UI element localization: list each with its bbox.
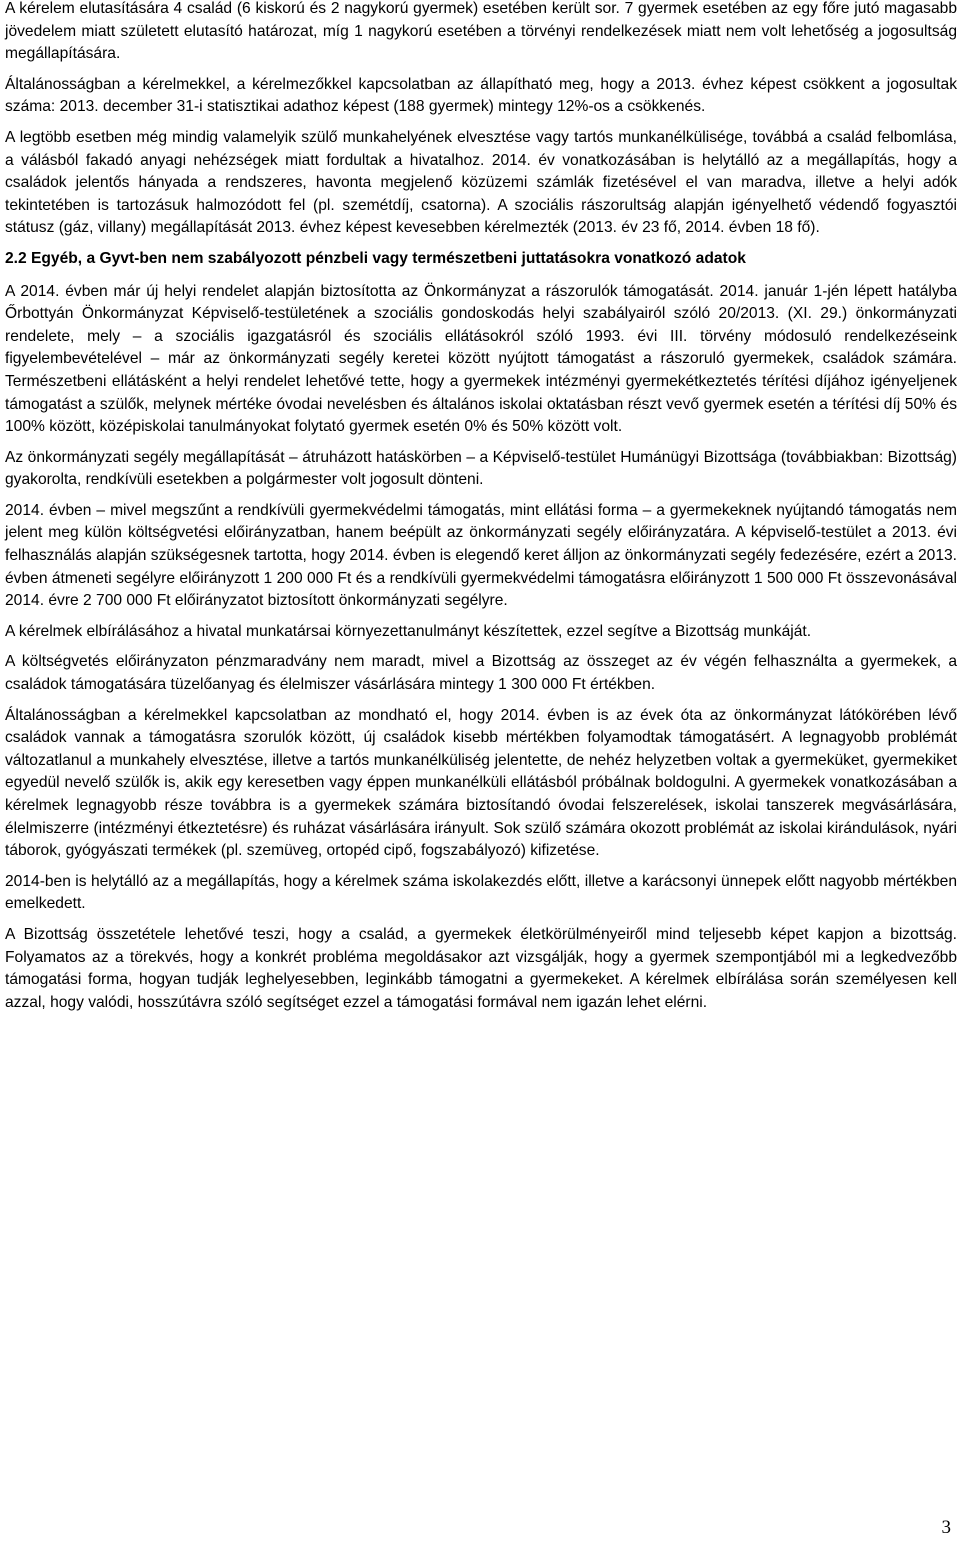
paragraph-rejections: A kérelem elutasítására 4 család (6 kiskorú és 2 nagykorú gyermek) esetében került sor. 7 gyermek esetében az egy főre jutó magasabb jövedelem miatt született elutasító határozat, míg 1 nagykorú esetében a törvényi rendelkezések miatt nem volt lehetőség a jogosultság megállapítására. bbox=[5, 0, 957, 63]
section-heading: 2.2 Egyéb, a Gyvt-ben nem szabályozott pénzbeli vagy természetbeni juttatásokra vonatkozó adatok bbox=[5, 249, 746, 267]
paragraph-budget: 2014. évben – mivel megszűnt a rendkívüli gyermekvédelmi támogatás, mint ellátási forma – a gyermekeknek nyújtandó támogatás nem jelent meg külön költségvetési előirányzatban, hanem beépült az önkormányzati segély előirányzatára. A képviselő-testület a 2013. évi felhasználás alapján szükségesnek tartotta, hogy 2014. évben is elegendő keret álljon az önkormányzati segély fedezésére, ezért a 2013. évben átmeneti segélyre előirányzott 1 200 000 Ft és a rendkívüli gyermekvédelmi támogatásra előirányzott 1 500 000 Ft összevonásával 2014. évre 2 700 000 Ft előirányzatot biztosított önkormányzati segélyre. bbox=[5, 501, 957, 610]
paragraph-remaining-funds: A költségvetés előirányzaton pénzmaradvány nem maradt, mivel a Bizottság az összeget az év végén felhasználta a gyermekek, a családok támogatására tüzelőanyag és élelmiszer vásárlására mintegy 1 300 000 Ft értékben. bbox=[5, 653, 957, 694]
paragraph-general-trend: Általánosságban a kérelmekkel, a kérelmezőkkel kapcsolatban az állapítható meg, hogy a 2013. évhez képest csökkent a jogosultak száma: 2013. december 31-i statisztikai adathoz képest (188 gyermek) mintegy 12%-os a csökkenés. bbox=[5, 75, 957, 116]
paragraph-general-requests: Általánosságban a kérelmekkel kapcsolatban az mondható el, hogy 2014. évben is az évek óta az önkormányzat látókörében lévő családok vannak a támogatásra szorulók között, új családok kisebb mértékben folyamodtak támogatásért. A legnagyobb problémát változatlanul a munkahely elvesztése, illetve a tartós munkanélküliség jelentette, de nehéz helyzetben voltak a gyermeküket, gyermekiket egyedül nevelő szülők is, akik egy keresetben vagy éppen munkanélküli ellátásból próbálnak boldogulni. A gyermekek vonatkozásában a kérelmek legnagyobb része továbbra is a gyermekek számára biztosítandó óvodai felszerelések, iskolai tanszerek megvásárlására, élelmiszerre (intézményi étkeztetésre) és ruházat vásárlására irányult. Sok szülő számára okozott problémát az iskolai kirándulások, nyári táborok, gyógyászati termékek (pl. szemüveg, ortopéd cipő, fogszabályozó) kifizetése. bbox=[5, 706, 957, 860]
paragraph-committee-composition: A Bizottság összetétele lehetővé teszi, hogy a család, a gyermekek életkörülményeiről mind teljesebb képet kapjon a bizottság. Folyamatos az a törekvés, hogy a konkrét probléma megoldásakor azt vizsgálják, hogy a gyermek szempontjából mi a legkedvezőbb támogatási forma, hogyan tudják leghelyesebben, leginkább támogatni a gyermekeket. A kérelmek elbírálása során személyesen kell azzal, hogy valódi, hosszútávra szóló segítséget ezzel a támogatási formával nem igazán lehet elérni. bbox=[5, 925, 957, 1011]
paragraph-committee: Az önkormányzati segély megállapítását – átruházott hatáskörben – a Képviselő-testület Humánügyi Bizottsága (továbbiakban: Bizottság) gyakorolta, rendkívüli esetekben a polgármester volt jogosult dönteni. bbox=[5, 448, 957, 489]
paragraph-reasons: A legtöbb esetben még mindig valamelyik szülő munkahelyének elvesztése vagy tartós munkanélkülisége, továbbá a család felbomlása, a válásból fakadó anyagi nehézségek miatt fordultak a hivatalhoz. 2014. év vonatkozásában is helytálló az a megállapítás, hogy a családok jelentős hányada a rendszeres, havonta megjelenő közüzemi számlák fizetésével el van maradva, illetve a helyi adók tekintetében is tartozásuk halmozódott fel (pl. szemétdíj, csatorna). A szociális rászorultság alapján igényelhető védendő fogyasztói státusz (gáz, villany) megállapítását 2013. évhez képest kevesebben kérelmezték (2013. év 23 fő, 2014. évben 18 fő). bbox=[5, 128, 957, 237]
paragraph-local-decree: A 2014. évben már új helyi rendelet alapján biztosította az Önkormányzat a rászorulók támogatását. 2014. január 1-jén lépett hatályba Őrbottyán Önkormányzat Képviselő-testületének a szociális gondoskodás helyi szabályairól szóló 20/2013. (XI. 29.) önkormányzati rendelete, mely – a szociális igazgatásról és szociális ellátásokról szóló 1993. évi III. törvény módosuló rendelkezéseink figyelembevételével – már az önkormányzati segély keretei között nyújtott támogatást a rászoruló gyermekek, családok számára. Természetbeni ellátásként a helyi rendelet lehetővé tette, hogy a gyermekek intézményi gyermekétkeztetés térítési díjához igényeljenek támogatást a szülők, melynek mértéke óvodai nevelésben és általános iskolai oktatásban részt vevő gyermek esetén a térítési díj 50% és 100% között, középiskolai tanulmányokat folytató gyermek esetén 0% és 50% között volt. bbox=[5, 282, 957, 436]
paragraph-environment-study: A kérelmek elbírálásához a hivatal munkatársai környezettanulmányt készítettek, ezzel segítve a Bizottság munkáját. bbox=[5, 622, 812, 640]
document-page bbox=[5, 0, 957, 1022]
page-number: 3 bbox=[941, 1517, 951, 1538]
paragraph-seasonal-increase: 2014-ben is helytálló az a megállapítás, hogy a kérelmek száma iskolakezdés előtt, illetve a karácsonyi ünnepek előtt nagyobb mértékben emelkedett. bbox=[5, 872, 957, 913]
